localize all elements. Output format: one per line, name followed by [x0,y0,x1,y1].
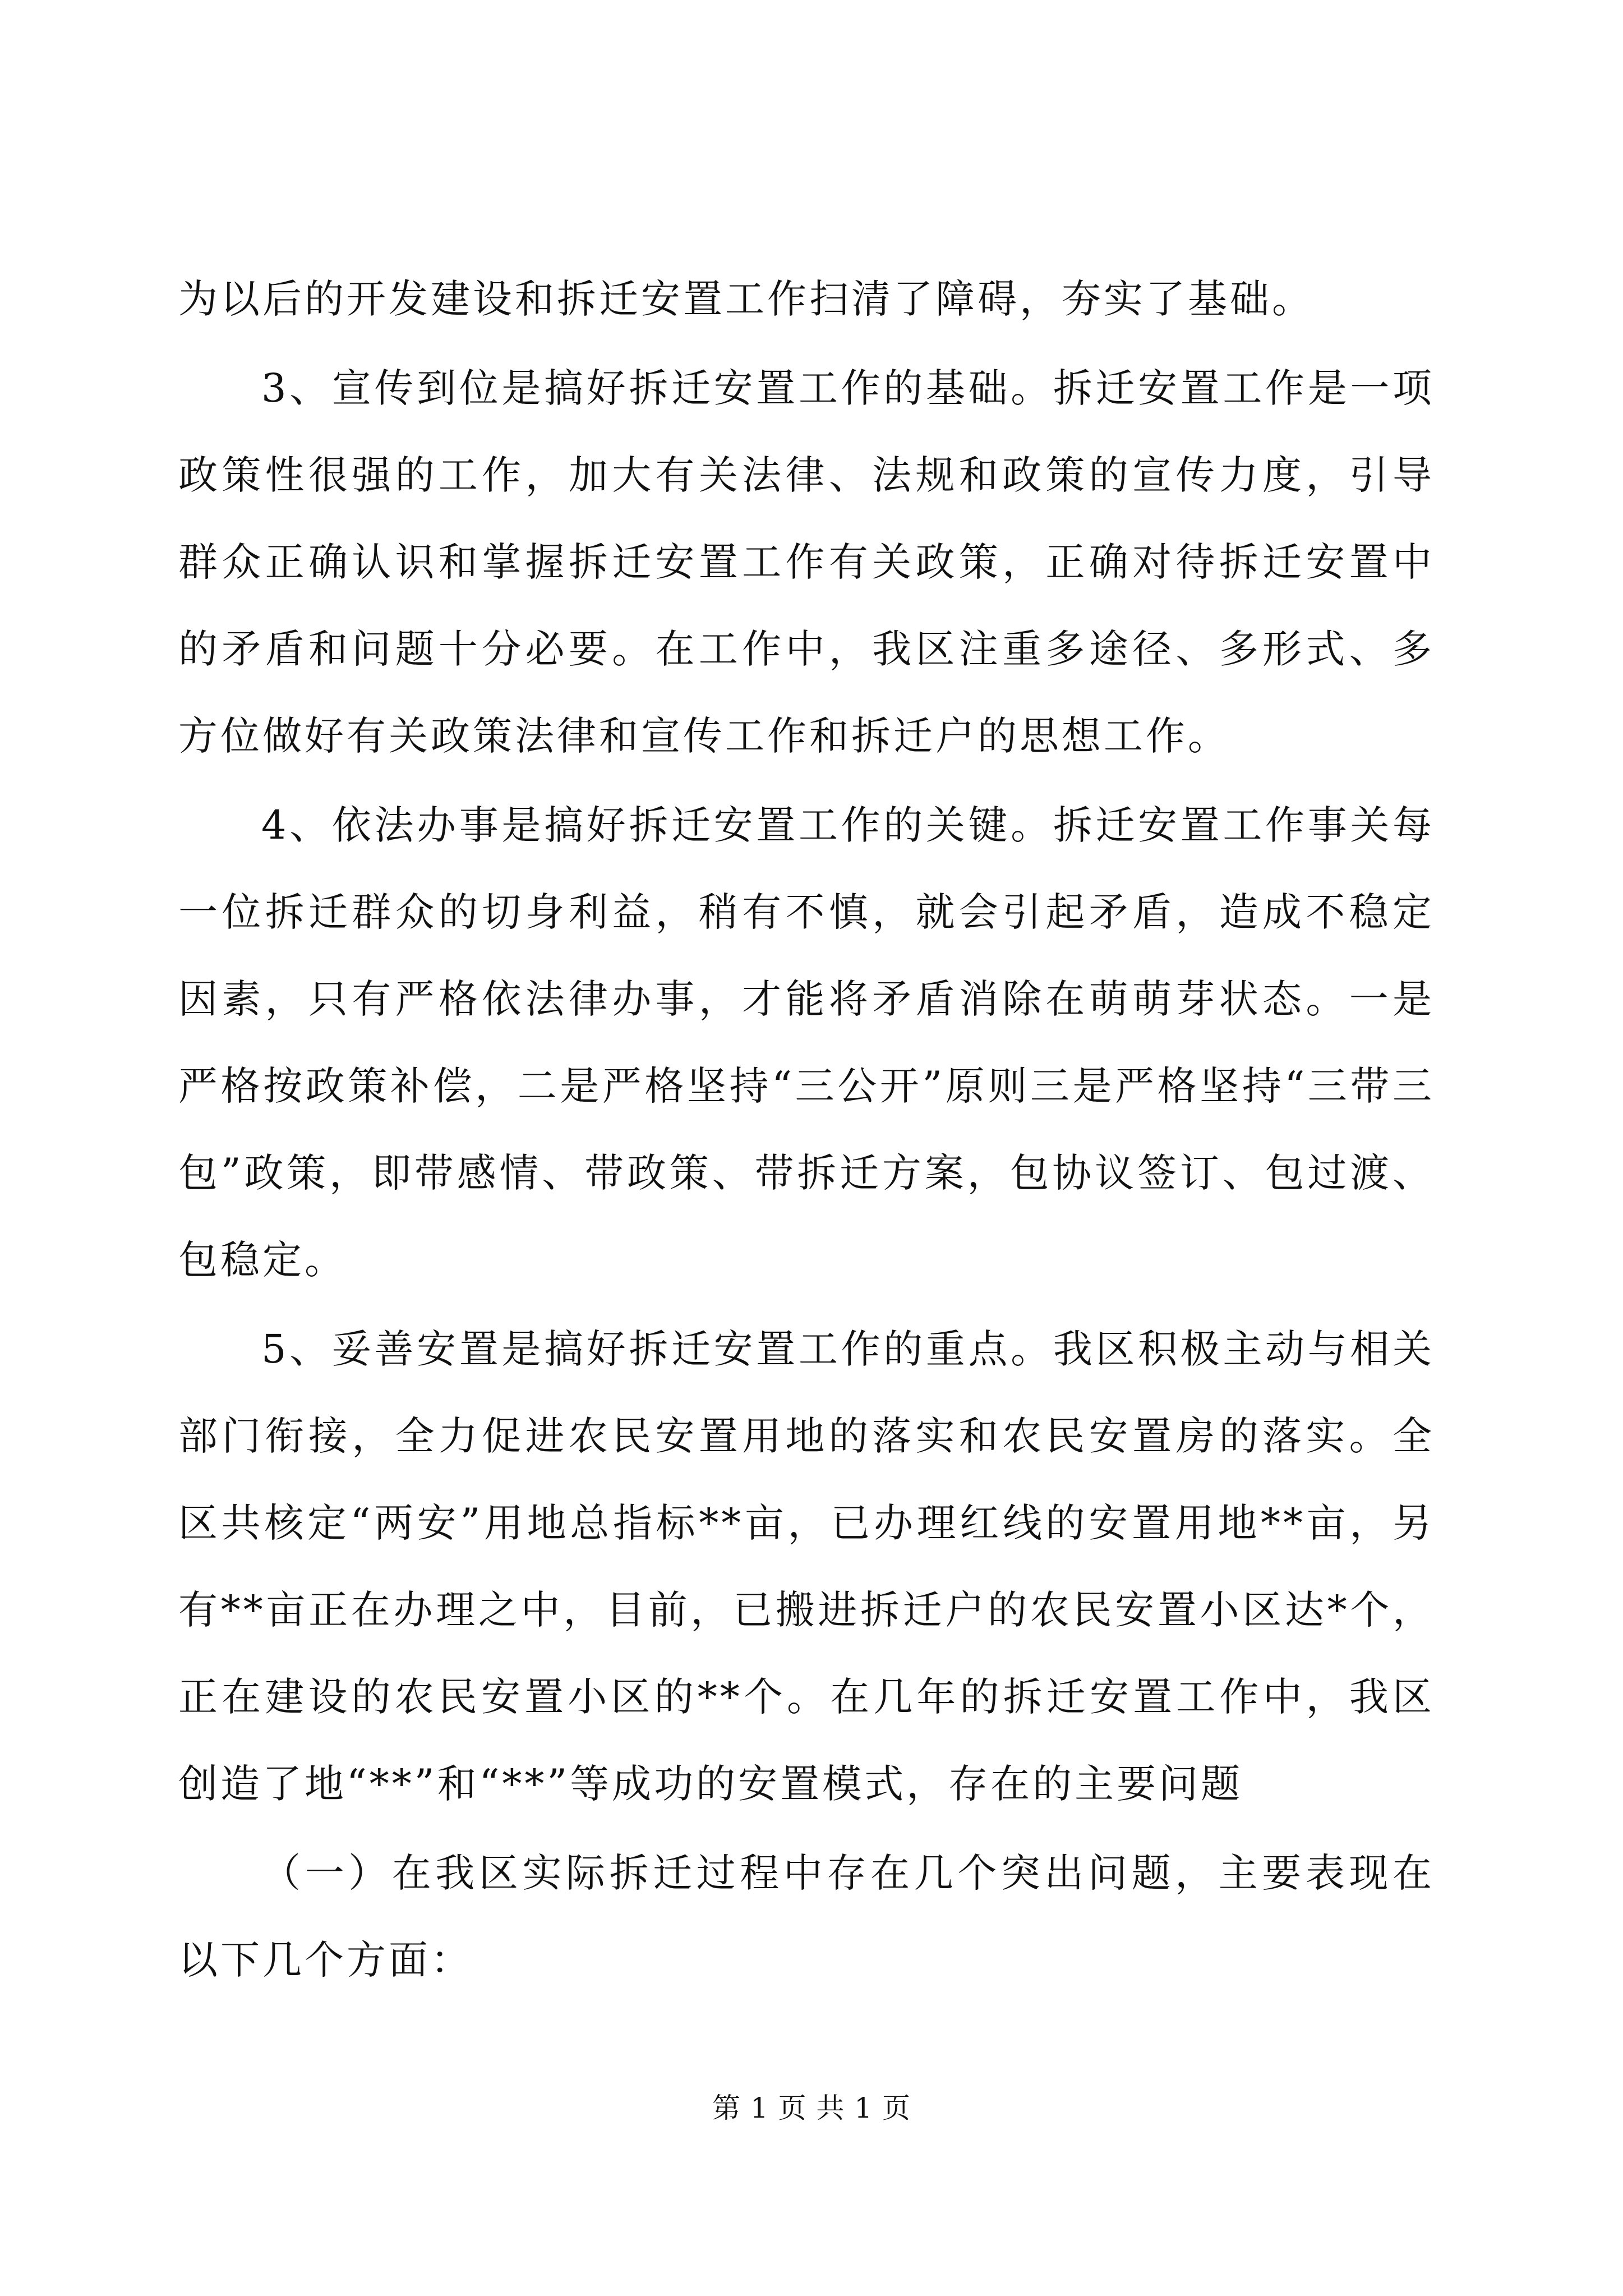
paragraph-problems: （一）在我区实际拆迁过程中存在几个突出问题，主要表现在以下几个方面： [178,1850,1435,1983]
paragraph-continuation: 为以后的开发建设和拆迁安置工作扫清了障碍，夯实了基础。 [178,276,1314,322]
paragraph-resettlement: 5、妥善安置是搞好拆迁安置工作的重点。我区积极主动与相关部门衔接，全力促进农民安置用地的落实和农民安置房的落实。全区共核定“两安”用地总指标**亩，已办理红线的安置用地**亩，另有**亩正在办理之中，目前，已搬进拆迁户的农民安置小区达*个，正在建设的农民安置小区的**个。在几年的拆迁安置工作中，我区创造了地“**”和“**”等成功的安置模式，存在的主要问题 [178,1326,1435,1807]
paragraph-publicity: 3、宣传到位是搞好拆迁安置工作的基础。拆迁安置工作是一项政策性很强的工作，加大有关法律、法规和政策的宣传力度，引导群众正确认识和掌握拆迁安置工作有关政策，正确对待拆迁安置中的矛盾和问题十分必要。在工作中，我区注重多途径、多形式、多方位做好有关政策法律和宣传工作和拆迁户的思想工作。 [178,365,1435,759]
page-footer [0,2091,1623,2125]
page-number: 第 1 页 共 1 页 [712,2092,911,2124]
paragraph-lawful-handling: 4、依法办事是搞好拆迁安置工作的关键。拆迁安置工作事关每一位拆迁群众的切身利益，稍有不慎，就会引起矛盾，造成不稳定因素，只有严格依法律办事，才能将矛盾消除在萌萌芽状态。一是严格按政策补偿，二是严格坚持“三公开”原则三是严格坚持“三带三包”政策，即带感情、带政策、带拆迁方案，包协议签订、包过渡、包稳定。 [178,802,1435,1283]
document-body [178,256,1435,2006]
